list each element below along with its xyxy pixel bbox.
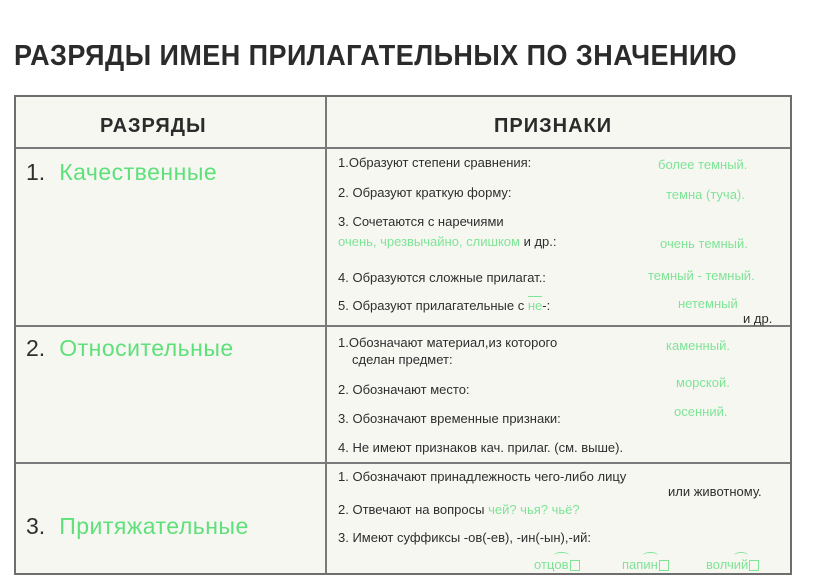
prefix-ne: не xyxy=(527,298,543,313)
feature-example: более темный. xyxy=(658,157,748,172)
feature-example: темный - темный. xyxy=(648,268,755,283)
feature-example: очень темный. xyxy=(660,236,748,251)
category-possessive xyxy=(26,513,249,540)
header-categories: РАЗРЯДЫ xyxy=(100,115,207,137)
feature-text-end: -: xyxy=(542,298,551,313)
feature-item xyxy=(338,502,580,517)
ending-box-icon xyxy=(749,560,759,571)
feature-item-sub xyxy=(338,234,557,249)
feature-item xyxy=(338,298,550,313)
feature-item: 2. Образуют краткую форму: xyxy=(338,185,512,200)
category-relative xyxy=(26,335,234,362)
column-divider xyxy=(325,97,327,573)
suffix-example: волч ий xyxy=(706,557,759,572)
adverbs-list: очень, чрезвычайно, слишком xyxy=(338,234,520,249)
row-divider xyxy=(16,325,790,327)
feature-tail: и др.: xyxy=(519,234,557,249)
question-words: чей? чья? чьё? xyxy=(488,502,580,517)
feature-item: 1.Образуют степени сравнения: xyxy=(338,155,532,170)
feature-item: 1. Обозначают принадлежность чего-либо лицу xyxy=(338,469,627,484)
feature-example: осенний. xyxy=(674,404,728,419)
header-features: ПРИЗНАКИ xyxy=(494,115,613,137)
feature-example: каменный. xyxy=(666,338,730,353)
feature-example: морской. xyxy=(676,375,730,390)
category-name: Притяжательные xyxy=(59,513,249,539)
feature-text: 2. Отвечают на вопросы xyxy=(338,502,489,517)
category-number: 3. xyxy=(26,513,46,539)
feature-item: 4. Не имеют признаков кач. прилаг. (см. выше). xyxy=(338,440,624,455)
feature-example: нетемный xyxy=(678,296,738,311)
feature-item: 4. Образуются сложные прилагат.: xyxy=(338,270,546,285)
feature-item: 2. Обозначают место: xyxy=(338,382,470,397)
category-number: 2. xyxy=(26,335,46,361)
feature-item: 3. Обозначают временные признаки: xyxy=(338,411,561,426)
category-name: Относительные xyxy=(59,335,234,361)
suffix-example: отц ов xyxy=(534,557,580,572)
ending-box-icon xyxy=(570,560,580,571)
category-qualitative xyxy=(26,159,217,186)
suffix-example: пап ин xyxy=(622,557,669,572)
feature-text: 5. Образуют прилагательные с xyxy=(338,298,528,313)
feature-item: 3. Сочетаются с наречиями xyxy=(338,214,504,229)
feature-tail: и др. xyxy=(743,311,773,326)
feature-item-cont: или животному. xyxy=(668,484,762,499)
feature-example: темна (туча). xyxy=(666,187,745,202)
feature-item: 3. Имеют суффиксы -ов(-ев), -ин(-ын),-ий: xyxy=(338,530,591,545)
adjective-categories-table xyxy=(14,95,792,575)
feature-item-cont: сделан предмет: xyxy=(352,352,453,367)
feature-item: 1.Обозначают материал,из которого xyxy=(338,335,558,350)
row-divider xyxy=(16,462,790,464)
category-number: 1. xyxy=(26,159,46,185)
page-title: РАЗРЯДЫ ИМЕН ПРИЛАГАТЕЛЬНЫХ ПО ЗНАЧЕНИЮ xyxy=(14,40,738,72)
ending-box-icon xyxy=(659,560,669,571)
category-name: Качественные xyxy=(59,159,218,185)
header-divider xyxy=(16,147,790,149)
